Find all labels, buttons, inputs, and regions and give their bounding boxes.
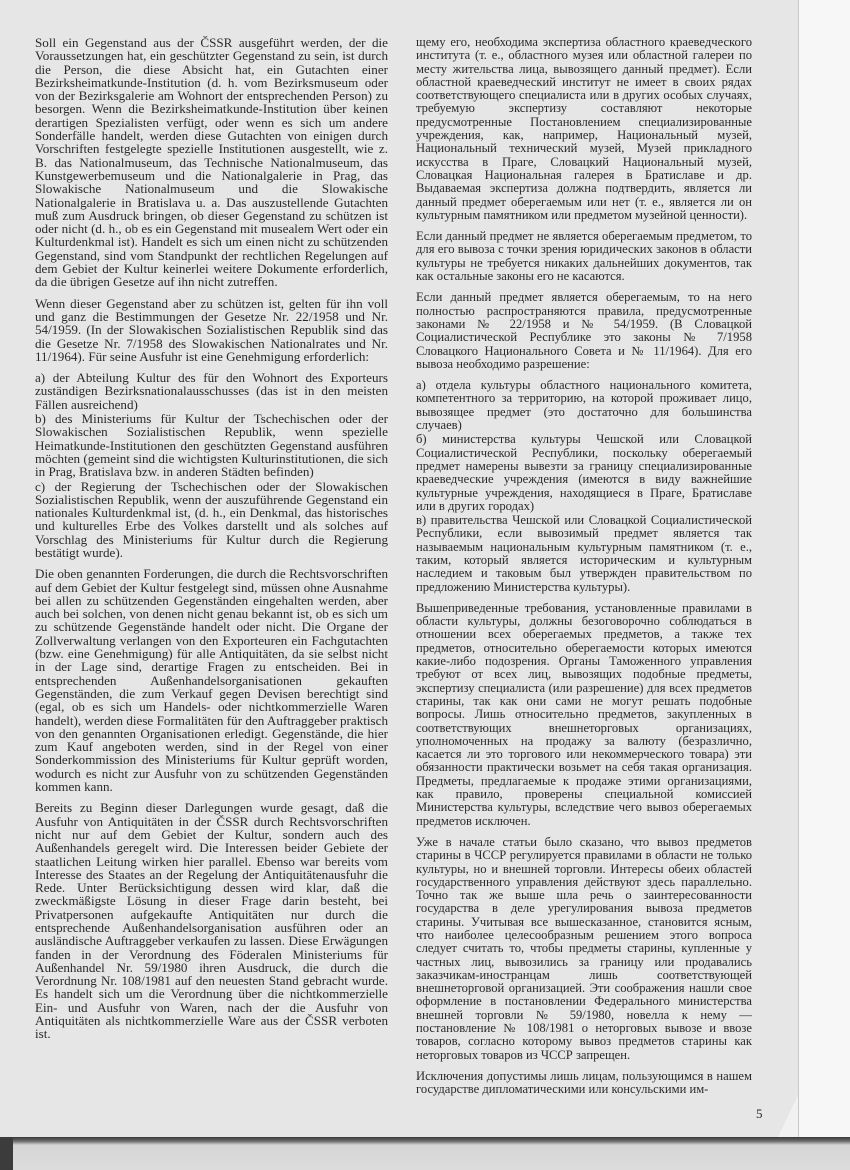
paragraph: Вышеприведенные требования, установленные правилами в области культуры, должны безоговорочно соблюдаться в отношении всех оберегаемых предметов, а также тех предметов, относительно оберегаемости которых имеются какие-либо подозрения. Органы Таможенного управления требуют от всех лиц, вывозящих подобные предметы, экспертизу специалиста (или разрешение) для всех предметов старины, так как они сами не могут решать подобные вопросы. Лишь относительно предметов, закупленных в соответствующих внешнеторговых организациях, уполномоченных на продажу за валюту (безразлично, касается ли это торгового или некоммерческого товара) эти обязанности практически возьмет на себя такая организация. Предметы, предлагаемые к продаже этими организациями, как правило, проверены специальной комиссией Министерства культуры, вследствие чего вывоз оберегаемых предметов исключен. — [416, 600, 752, 828]
left-column-german — [35, 36, 388, 1049]
list-item-a: a) der Abteilung Kultur des für den Wohnort des Exporteurs zuständigen Bezirksnationalausschusses (das ist in den meisten Fällen ausreichend) — [35, 370, 388, 412]
list-item-c: c) der Regierung der Tschechischen oder der Slowakischen Sozialistischen Republik, wenn der auszuführende Gegenstand ein nationales Kulturdenkmal ist, (d. h., ein Denkmal, das historisches und kulturelles Erbe des Volkes darstellt und als solches auf Vorschlag des Ministeriums für Kultur durch die Regierung bestätigt wurde). — [35, 478, 388, 560]
page-bottom-shadow — [0, 1137, 850, 1170]
paragraph: Если данный предмет не является оберегаемым предметом, то для его вывоза с точки зрения юридических законов в области культуры не требуется никаких дальнейших документов, так как остальные законы его не касаются. — [416, 229, 752, 284]
scanner-edge — [0, 1137, 13, 1170]
paragraph: Bereits zu Beginn dieser Darlegungen wurde gesagt, daß die Ausfuhr von Antiquitäten in der ČSSR durch Rechtsvorschriften nicht nur auf dem Gebiet der Kultur, sondern auch des Außenhandels geregelt wird. Die Interessen beider Gebiete der staatlichen Leitung wirken hier parallel. Ebenso war bereits vom Interesse des Staates an der Regelung der Antiquitätenausfuhr die Rede. Unter Berücksichtigung dessen wird klar, daß die zweckmäßigste Lösung in dieser Frage darin besteht, bei Privatpersonen aufgekaufte Antiquitäten nur durch die entsprechende Außenhandelsorganisation ausführen oder an ausländische Auftraggeber verkaufen zu lassen. Diese Erwägungen fanden in der Verordnung des Föderalen Ministeriums für Außenhandel Nr. 59/1980 ihren Ausdruck, die durch die Verordnung Nr. 108/1981 auf den neuesten Stand gebracht wurde. Es handelt sich um die Verordnung über die nichtkommerzielle Ein- und Ausfuhr von Waren, nach der die Ausfuhr von Antiquitäten als nichtkommerzielle Ware aus der ČSSR verboten ist. — [35, 800, 388, 1042]
paragraph: Die oben genannten Forderungen, die durch die Rechtsvorschriften auf dem Gebiet der Kultur festgelegt sind, müssen ohne Ausnahme bei allen zu schützenden Gegenständen eingehalten werden, aber auch bei solchen, von denen nicht genau bekannt ist, ob es sich um zu schützende Gegenstände handelt oder nicht. Die Organe der Zollverwaltung verlangen von den Exporteuren ein Fachgutachten (bzw. eine Genehmigung) für alle Antiquitäten, da sie selbst nicht in der Lage sind, derartige Fragen zu entscheiden. Bei in entsprechenden Außenhandelsorganisationen gekauften Gegenständen, die zum Verkauf gegen Devisen berechtigt sind (egal, ob es sich um Handels- oder nichtkommerzielle Waren handelt), werden diese Formalitäten für den Auftraggeber praktisch von den genannten Organisationen erledigt. Gegenstände, die hier zum Kauf angeboten werden, sind in der Regel von einer Sonderkommission des Ministeriums für Kultur geprüft worden, wodurch es nicht zur Ausfuhr von zu schützenden Gegenständen kommen kann. — [35, 566, 388, 795]
paragraph: Уже в начале статьи было сказано, что вывоз предметов старины в ЧССР регулируется правилами в области не только культуры, но и внешней торговли. Интересы обеих областей государственного управления действуют здесь параллельно. Точно так же выше шла речь о заинтересованности государства в деле урегулирования вывоза предметов старины. Учитывая все вышесказанное, становится ясным, что наиболее целесообразным решением этого вопроса следует считать то, чтобы предметы старины, купленные у частных лиц, вывозились за границу или продавались заказчикам-иностранцам лишь соответствующей внешнеторговой организацией. Эти соображения нашли свое оформление в постановлении Федерального министерства внешней торговли № 59/1980, новелла к нему — постановление № 108/1981 о неторговых вывозе и ввозе товаров, согласно которому вывоз предметов старины как неторговых товаров из ЧССР запрещен. — [416, 834, 752, 1062]
folded-corner — [778, 1095, 798, 1137]
paragraph: щему его, необходима экспертиза областного краеведческого института (т. е., областного музея или областной галереи по месту жительства лица, вывозящего данный предмет). Если областной краеведческий институт не имеет в своих рядах соответствующего специалиста или в других особых случаях, требуемую экспертизу составляют некоторые предусмотренные Постановлением специализированные учреждения, как, например, Национальный музей, Национальный технический музей, Музей прикладного искусства в Праге, Словацкий Национальный музей, Словацкая Национальная галерея в Братиславе и др. Выдаваемая экспертиза должна подтвердить, является ли данный предмет оберегаемым или нет (т. е., является ли он культурным памятником или предметом музейной ценности). — [416, 35, 752, 222]
list-item-a: а) отдела культуры областного национального комитета, компетентного за территорию, на которой проживает лицо, вывозящее предмет (это достаточно для большинства случаев) — [416, 378, 752, 433]
right-column-russian — [416, 36, 752, 1105]
paragraph: Wenn dieser Gegenstand aber zu schützen ist, gelten für ihn voll und ganz die Bestimmungen der Gesetze Nr. 22/1958 und Nr. 54/1959. (In der Slowakischen Sozialistischen Republik sind das die Gesetze Nr. 7/1958 des Slowakischen Nationalrates und Nr. 11/1964). Für seine Ausfuhr ist eine Genehmigung erforderlich: — [35, 295, 388, 364]
page-number: 5 — [756, 1106, 763, 1121]
paragraph: Если данный предмет является оберегаемым, то на него полностью распространяются правила, предусмотренные законами № 22/1958 и № 54/1959. (В Словацкой Социалистической Республике это законы № 7/1958 Словацкого Национального Совета и № 11/1964). Для его вывоза необходимо разрешение: — [416, 290, 752, 371]
paragraph: Soll ein Gegenstand aus der ČSSR ausgeführt werden, der die Voraussetzungen hat, ein geschützter Gegenstand zu sein, ist durch die Person, die diese Absicht hat, ein Gutachten einer Bezirksheimatkunde-Institution (d. h. vom Bezirksmuseum oder von der Bezirksgalerie am Wohnort der entsprechenden Person) zu besorgen. Wenn die Bezirksheimatkunde-Institution über keinen derartigen Spezialisten verfügt, oder wenn es sich um andere Sonderfälle handelt, werden diese Gutachten von einigen durch Vorschriften festgelegte spezielle Institutionen ausgestellt, wie z. B. das Nationalmuseum, das Technische Nationalmuseum, das Kunstgewerbemuseum und die Nationalgalerie in Prag, das Slowakische Nationalmuseum und die Slowakische Nationalgalerie in Bratislava u. a. Das auszustellende Gutachten muß zum Ausdruck bringen, ob dieser Gegenstand zu schützen ist oder nicht (d. h., ob es ein Gegenstand mit musealem Wert oder ein Kulturdenkmal ist). Handelt es sich um einen nicht zu schützenden Gegenstand, sind vom Standpunkt der rechtlichen Regelungen auf dem Gebiet der Kultur keinerlei weitere Dokumente erforderlich, da die übrigen Gesetze auf ihn nicht zutreffen. — [35, 35, 388, 290]
list-item-b: b) des Ministeriums für Kultur der Tschechischen oder der Slowakischen Sozialistischen Republik, wenn spezielle Heimatkunde-Institutionen den geschützten Gegenstand ausführen möchten (gemeint sind die wichtigsten Kulturinstitutionen, die sich in Prag, Bratislava bzw. in anderen Städten befinden) — [35, 411, 388, 480]
paragraph: Исключения допустимы лишь лицам, пользующимся в нашем государстве дипломатическими или консульскими им- — [416, 1068, 752, 1097]
list-item-v: в) правительства Чешской или Словацкой Социалистической Республики, если вывозимый предмет является так называемым национальным культурным памятником (т. е., таким, который является историческим и культурным наследием и таковым был утвержден правительством по предложению Министерства культуры). — [416, 513, 752, 594]
list-item-b: б) министерства культуры Чешской или Словацкой Социалистической Республики, поскольку оберегаемый предмет намерены вывезти за границу специализированные краеведческие учреждения (имеются в виду важнейшие культурные учреждения, находящиеся в Праге, Братиславе или в других городах) — [416, 432, 752, 513]
